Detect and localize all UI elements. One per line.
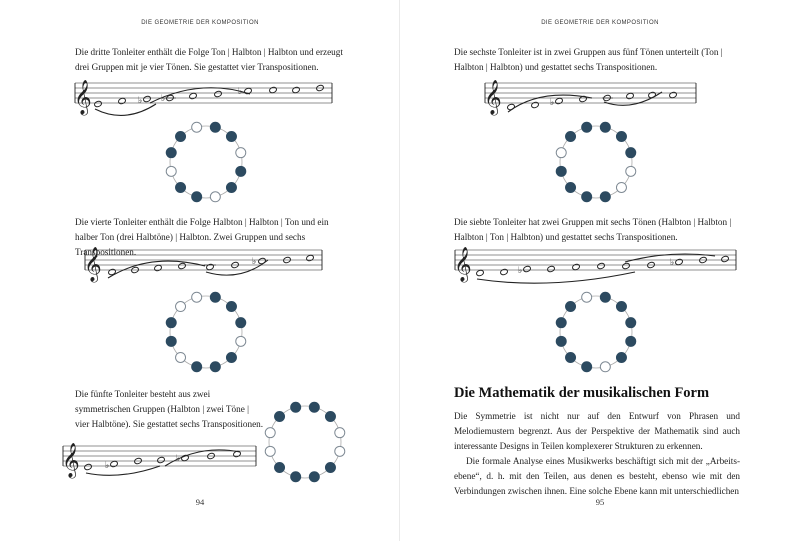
- right-page: [400, 0, 800, 541]
- note: [547, 265, 556, 272]
- pitch-dot-filled: [566, 352, 576, 362]
- page-number: 95: [595, 497, 605, 507]
- running-header: DIE GEOMETRIE DER KOMPOSITION: [141, 20, 259, 26]
- paragraph-scale-5: Die fünfte Tonleiter besteht aus zwei symmetrischen Gruppen (Halbton | zwei Töne | vier Halbtöne). Sie gestattet sechs Transpositionen.: [75, 389, 264, 429]
- paragraph-scale-4: Die vierte Tonleiter enthält die Folge Halbton | Halbton | Ton und ein halber Ton (drei Halbtöne) | Halbton. Zwei Gruppen und sechs Transpositionen.: [75, 217, 329, 257]
- body-paragraph-1: Die Symmetrie ist nicht nur auf den Entwurf von Phrasen und Melodiemustern begrenzt. Aus der Perspektive der Mathematik sind auch interessante Designs in Teilen komplexerer Strukturen zu erkennen.: [454, 411, 740, 451]
- pitch-dot-filled: [616, 302, 626, 312]
- note: [476, 269, 485, 276]
- svg-text:♭: ♭: [105, 461, 110, 471]
- svg-text:♭: ♭: [252, 257, 257, 267]
- treble-clef-icon: 𝄞: [62, 443, 80, 478]
- note: [622, 262, 631, 269]
- paragraph-scale-7: Die siebte Tonleiter hat zwei Gruppen mit sechs Tönen (Halbton | Halbton | Halbton | Ton | Halbton) und gestattet sechs Transpositionen.: [454, 217, 732, 242]
- note: [675, 258, 684, 265]
- pitch-dot-filled: [556, 318, 566, 328]
- pitch-dot-filled: [582, 362, 592, 372]
- treble-clef-icon: 𝄞: [454, 247, 472, 282]
- note: [110, 460, 119, 467]
- note: [572, 263, 581, 270]
- page-number: 94: [195, 497, 205, 507]
- section-title: Die Mathematik der musikalischen Form: [454, 385, 710, 401]
- note: [523, 265, 532, 272]
- note: [500, 268, 509, 275]
- pitch-dot-filled: [600, 292, 610, 302]
- running-header: DIE GEOMETRIE DER KOMPOSITION: [541, 20, 659, 26]
- pitch-dot-filled: [556, 336, 566, 346]
- note: [721, 255, 730, 262]
- paragraph-scale-3: Die dritte Tonleiter enthält die Folge Ton | Halbton | Halbton und erzeugt drei Gruppen mit je vier Tönen. Sie gestattet vier Transpositionen.: [75, 47, 343, 72]
- pitch-dot-filled: [626, 318, 636, 328]
- paragraph-scale-6: Die sechste Tonleiter ist in zwei Gruppen aus fünf Tönen unterteilt (Ton | Halbton | Halbton) und gestattet sechs Transpositionen.: [454, 47, 723, 72]
- svg-text:♭: ♭: [518, 266, 523, 276]
- svg-text:♭: ♭: [161, 94, 166, 104]
- pitch-dot-filled: [616, 352, 626, 362]
- svg-text:♭: ♭: [176, 454, 181, 464]
- pitch-dot-filled: [566, 302, 576, 312]
- note: [157, 456, 166, 463]
- treble-clef-icon: 𝄞: [84, 247, 102, 282]
- svg-text:♭: ♭: [138, 96, 143, 106]
- pitch-circle-scale-7: [554, 290, 638, 374]
- pitch-dot-open: [582, 292, 592, 302]
- note: [84, 463, 93, 470]
- treble-clef-icon: 𝄞: [484, 80, 502, 115]
- pitch-dot-filled: [626, 336, 636, 346]
- note: [597, 262, 606, 269]
- svg-text:♭: ♭: [238, 87, 243, 97]
- svg-text:♭: ♭: [670, 258, 675, 268]
- treble-clef-icon: 𝄞: [74, 80, 92, 115]
- pitch-dot-open: [600, 362, 610, 372]
- body-paragraph-2: Die formale Analyse eines Musikwerks beschäftigt sich mit der „Arbeitsebene“, d. h. mit den Teilen, aus denen es besteht, ebenso wie mit den Verbindungen zwischen ihnen. Eine solche Ebene kann mit unterschiedlichen: [454, 456, 740, 496]
- svg-text:♭: ♭: [550, 98, 555, 108]
